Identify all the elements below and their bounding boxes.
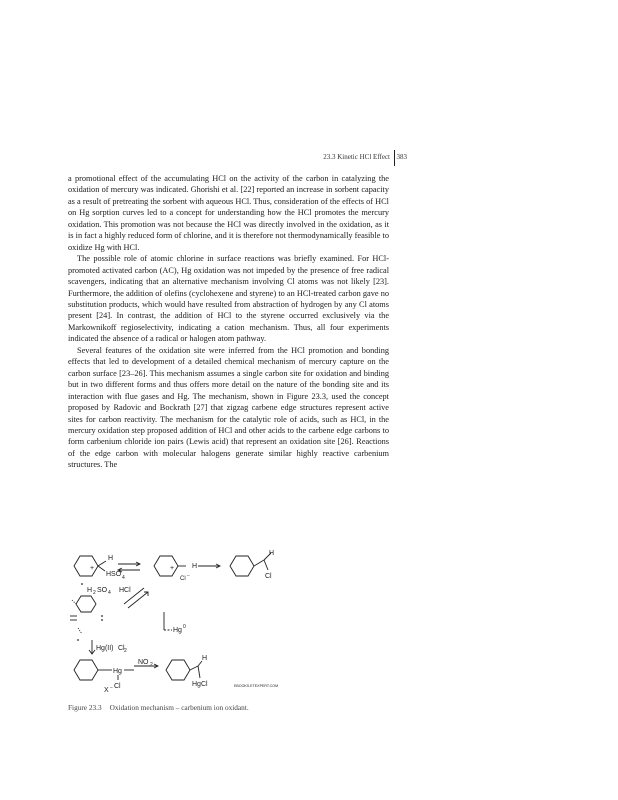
ring-b xyxy=(154,556,178,576)
page-number: 383 xyxy=(396,153,407,161)
ring-a xyxy=(74,556,98,576)
label-h1: H xyxy=(108,555,114,562)
running-header xyxy=(280,150,410,168)
label-hgii: Hg(II) xyxy=(96,645,114,652)
ring-d xyxy=(76,596,96,612)
label-cl3: Cl xyxy=(265,573,272,580)
paragraph-3: Several features of the oxidation site were inferred from the HCl promotion and bonding effects that led to development of a detailed chemical mechanism of mercury capture on the carbon surface [23–26]. This mechanism assumes a single carbon site for oxidation and binding but in two different forms and thus offers more detail on the nature of the bonding site and its interaction with flue gases and Hg. The mechanism, shown in Figure 23.3, used the concept proposed by Radovic and Bockrath [27] that zigzag carbene edge structures represent active sites for carbon reactivity. The mechanism for the catalytic role of acids, such as HCl, in the mercury oxidation step proposed addition of HCl and other acids to the carbene edge carbons to form carbenium chloride ion pairs (Lewis acid) that represent an oxidation site [26]. Reactions of the edge carbon with molecular halogens generate similar highly reactive carbenium structures. The xyxy=(68,345,389,470)
label-h2so4-rest: SO xyxy=(97,587,108,594)
body-text xyxy=(68,173,389,471)
watermark-text: EBOOKS.ETEXPERT.COM xyxy=(234,684,279,688)
label-hg0-sup: 0 xyxy=(183,624,186,630)
paragraph-2: The possible role of atomic chlorine in surface reactions was briefly examined. For HCl-promoted activated carbon (AC), Hg oxidation was not impeded by the presence of free radical scavengers, indicating that an alternative mechanism involving Cl atoms was not likely [23]. Furthermore, the addition of olefins (cyclohexene and styrene) to an HCl-treated carbon gave no substitution products, which would have resulted from abstraction of hydrogen by any Cl atoms present [24]. In contrast, the addition of HCl to the styrene occurred exclusively via the Markownikoff regioselectivity, indicating a cation mechanism. Thus, all four experiments indicated the absence of a radical or halogen atom pathway. xyxy=(68,254,389,344)
label-hgcl: HgCl xyxy=(192,681,208,688)
ring-f xyxy=(166,660,190,680)
label-hso4: HSO xyxy=(106,571,122,578)
label-h2so4: H xyxy=(87,587,93,594)
paragraph-1: a promotional effect of the accumulating HCl on the activity of the carbon in catalyzing the oxidation of mercury was indicated. Ghorishi et al. [22] reported an increase in sorbent capacity as a result of pretreating the sorbent with aqueous HCl. Thus, consideration of the effects of HCl on Hg sorption curves led to a concept for understanding how the HCl promotes the mercury oxidation. This promotion was not because the HCl was directly involved in the oxidation, as it is in fact a highly reduced form of chlorine, and it is therefore not thermodynamically feasible to oxidize Hg with HCl. xyxy=(68,174,389,252)
figure-caption xyxy=(68,703,249,712)
figure-23-3 xyxy=(68,544,308,694)
label-no2-sub: 2 xyxy=(150,662,153,668)
label-cl-minus: Cl xyxy=(180,576,186,582)
label-h2so4-sub4: 4 xyxy=(108,590,111,596)
mechanism-diagram xyxy=(68,544,308,694)
running-title: 23.3 Kinetic HCl Effect xyxy=(323,153,390,161)
label-h2: H xyxy=(192,563,198,570)
figure-label: Figure 23.3 xyxy=(68,703,102,712)
label-hcl: HCl xyxy=(119,587,131,594)
label-cl-low: Cl xyxy=(114,683,121,690)
label-hso4-sub: 4 xyxy=(122,575,125,581)
label-cl2: Cl xyxy=(118,645,125,652)
label-plus2: + xyxy=(170,565,175,572)
header-divider xyxy=(394,150,395,166)
label-x-minus: X xyxy=(104,687,109,694)
label-h3: H xyxy=(269,550,275,557)
label-x-sign: − xyxy=(110,685,113,691)
label-plus1: + xyxy=(90,565,95,572)
ring-e xyxy=(74,660,98,680)
ring-c xyxy=(230,556,254,576)
label-hg-mid: Hg xyxy=(113,668,122,675)
label-hg0: Hg xyxy=(173,627,182,634)
label-cl2-sub: 2 xyxy=(124,648,127,654)
label-minus: − xyxy=(187,573,190,579)
figure-caption-text: Oxidation mechanism – carbenium ion oxidant. xyxy=(109,703,249,712)
label-h4: H xyxy=(202,655,208,662)
label-h2so4-sub: 2 xyxy=(93,590,96,596)
label-no2: NO xyxy=(138,659,149,666)
